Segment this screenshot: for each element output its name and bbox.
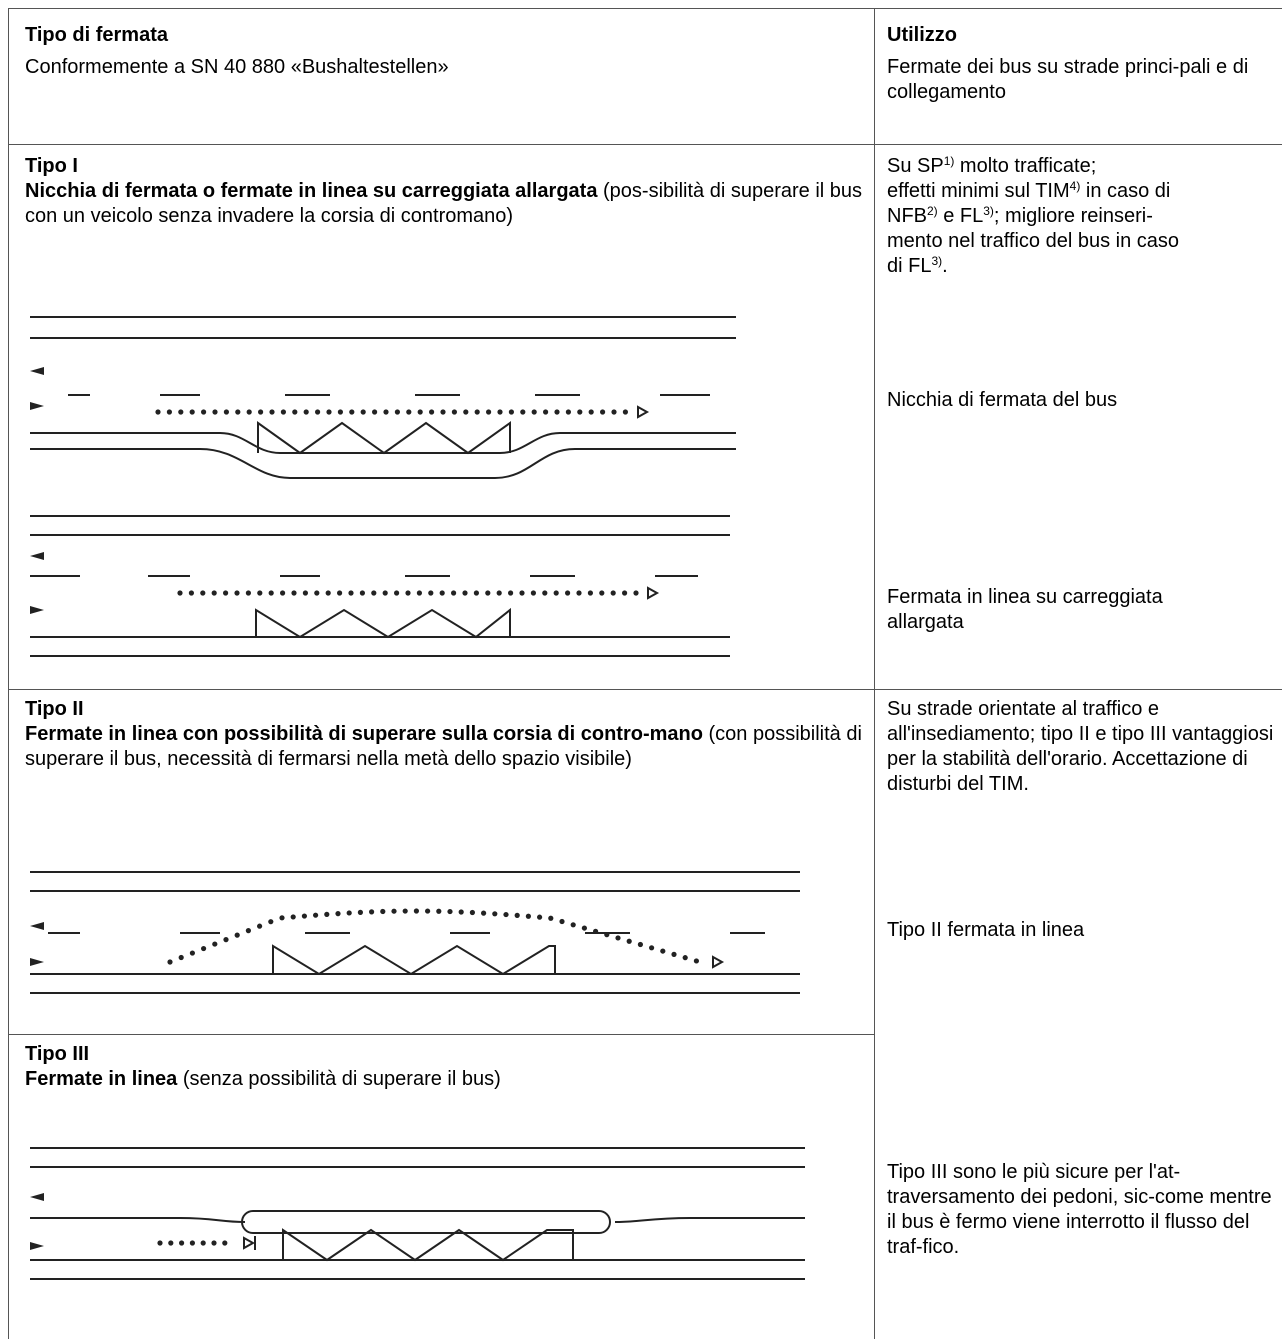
bus-path-dot <box>246 928 251 933</box>
bus-path-dot <box>383 409 388 414</box>
bus-path-dot <box>347 910 352 915</box>
bus-path-dot <box>235 933 240 938</box>
type3-rest: (senza possibilità di superare il bus) <box>177 1068 501 1090</box>
type2-title: Tipo II <box>25 698 84 720</box>
footnote-ref: 3) <box>931 254 943 268</box>
type1-rest: (pos-sibilità di superare il bus con un veicolo senza invadere la corsia di contromano) <box>25 180 863 227</box>
bus-path-dot <box>313 913 318 918</box>
bus-path-dots <box>155 409 628 414</box>
bus-path-dot <box>281 409 286 414</box>
bus-path-dot <box>326 590 331 595</box>
bus-path-dot <box>200 590 205 595</box>
bus-path-dot <box>167 959 172 964</box>
header-left-sub: Conformemente a SN 40 880 «Bushaltestellen» <box>25 56 449 78</box>
bus-path-dot <box>520 409 525 414</box>
bus-path-dot <box>452 409 457 414</box>
bus-path-dots <box>157 1240 227 1245</box>
diagram-bus-bay <box>30 313 740 498</box>
bus-path-dot <box>189 590 194 595</box>
bus-path-dot <box>519 590 524 595</box>
bus-path-dot <box>622 590 627 595</box>
bus-path-dot <box>615 935 620 940</box>
bus-path-dot <box>565 590 570 595</box>
bus-path-dot <box>223 590 228 595</box>
table-row-line-3 <box>8 1034 874 1035</box>
table-row-line-1 <box>8 144 1282 145</box>
bus-path-dots <box>167 908 699 964</box>
bus-path-dot <box>462 590 467 595</box>
bus-path-dot <box>440 590 445 595</box>
bus-path-dot <box>406 409 411 414</box>
bus-stop-table <box>8 8 1282 1339</box>
type1-use-text: mento nel traffico del bus in caso <box>887 230 1180 252</box>
bus-path-dot <box>425 908 430 913</box>
bus-path-dot <box>177 590 182 595</box>
bus-path-dot <box>201 409 206 414</box>
bus-path-dot <box>588 590 593 595</box>
bus-path-dot <box>683 955 688 960</box>
bus-path-dot <box>537 915 542 920</box>
bus-path-dot <box>509 409 514 414</box>
bus-path-dot <box>611 590 616 595</box>
type2-description <box>25 697 865 772</box>
bus-path-dot <box>554 590 559 595</box>
type2-bold: Fermate in linea con possibilità di superare sulla corsia di contro-mano <box>25 723 703 745</box>
bus-path-dot <box>349 409 354 414</box>
bus-path-dot <box>246 590 251 595</box>
bus-path-dot <box>212 590 217 595</box>
bus-path-dot <box>257 590 262 595</box>
bus-path-dot <box>611 409 616 414</box>
bus-path-dot <box>224 409 229 414</box>
bus-path-dot <box>201 946 206 951</box>
bus-path-dot <box>566 409 571 414</box>
bus-path-dot <box>234 590 239 595</box>
table-border-left <box>8 8 9 1339</box>
bus-path-dot <box>212 409 217 414</box>
bus-path-dot <box>269 590 274 595</box>
bus-path-dot <box>179 1240 184 1245</box>
bus-path-dots <box>177 590 638 595</box>
table-border-top <box>8 8 1282 9</box>
bus-path-dot <box>304 409 309 414</box>
bus-path-dot <box>623 409 628 414</box>
bus-path-dot <box>485 590 490 595</box>
bus-path-dot <box>348 590 353 595</box>
bus-path-dot <box>671 952 676 957</box>
bus-path-dot <box>414 908 419 913</box>
type2-rest: (con possibilità di superare il bus, necessità di fermarsi nella metà dello spazio visibile) <box>25 723 862 770</box>
bus-path-dot <box>429 409 434 414</box>
bus-path-dot <box>492 911 497 916</box>
bus-path-dot <box>395 409 400 414</box>
type3-use: Tipo III sono le più sicure per l'at-traversamento dei pedoni, sic-come mentre il bus è fermo viene interrotto il flusso del traf-fico. <box>887 1161 1272 1258</box>
type1-use-text: effetti minimi sul TIM <box>887 180 1070 202</box>
bus-path-dot <box>589 409 594 414</box>
bus-path-dot <box>543 409 548 414</box>
bus-path-dot <box>417 590 422 595</box>
footnote-ref: 4) <box>1069 179 1081 193</box>
bus-path-dot <box>303 590 308 595</box>
bus-path-dot <box>391 909 396 914</box>
bus-path-dot <box>548 916 553 921</box>
bus-path-dot <box>447 909 452 914</box>
type3-bold: Fermate in linea <box>25 1068 178 1090</box>
bus-path-dot <box>497 409 502 414</box>
bus-path-dot <box>291 590 296 595</box>
bus-path-dot <box>369 909 374 914</box>
table-divider-vertical <box>874 8 875 1339</box>
bus-path-dot <box>571 922 576 927</box>
footnote-ref: 1) <box>943 154 955 168</box>
bus-path-dot <box>157 1240 162 1245</box>
header-left-title: Tipo di fermata <box>25 24 168 46</box>
bus-path-dot <box>235 409 240 414</box>
bus-path-dot <box>503 912 508 917</box>
bus-path-dot <box>526 914 531 919</box>
bus-path-dot <box>649 945 654 950</box>
bus-path-dot <box>633 590 638 595</box>
type1-caption-inline: Fermata in linea su carreggiata allargata <box>887 586 1163 633</box>
table-row-line-2 <box>8 689 1282 690</box>
bus-path-dot <box>268 919 273 924</box>
diagram-type3-inline-stop <box>30 1142 810 1282</box>
bus-path-dot <box>178 409 183 414</box>
bus-path-dot <box>474 590 479 595</box>
type1-use-text: in caso di <box>1080 180 1171 202</box>
header-right-sub: Fermate dei bus su strade princi-pali e di collegamento <box>887 56 1249 103</box>
bus-path-dot <box>279 915 284 920</box>
header-right-cell <box>887 23 1277 105</box>
bus-path-dot <box>358 910 363 915</box>
bus-path-dot <box>403 908 408 913</box>
bus-path-dot <box>576 590 581 595</box>
type1-use-text: NFB <box>887 205 927 227</box>
bus-path-dot <box>338 409 343 414</box>
type1-use-text: molto trafficate; <box>954 155 1097 177</box>
bus-path-dot <box>604 932 609 937</box>
bus-path-dot <box>542 590 547 595</box>
bus-path-dot <box>436 909 441 914</box>
bus-path-dot <box>470 910 475 915</box>
type1-caption-bay: Nicchia di fermata del bus <box>887 389 1118 411</box>
bus-path-dot <box>515 913 520 918</box>
type2-use: Su strade orientate al traffico e all'insediamento; tipo II e tipo III vantaggiosi per la stabilità dell'orario. Accettazione di disturbi del TIM. <box>887 698 1274 795</box>
bus-path-dot <box>258 409 263 414</box>
bus-path-dot <box>291 914 296 919</box>
bus-path-dot <box>459 909 464 914</box>
header-right-title: Utilizzo <box>887 24 957 46</box>
type2-caption: Tipo II fermata in linea <box>887 919 1085 941</box>
bus-path-dot <box>694 958 699 963</box>
bus-path-dot <box>155 409 160 414</box>
bus-path-dot <box>292 409 297 414</box>
bus-path-dot <box>335 911 340 916</box>
bus-path-dot <box>372 409 377 414</box>
footnote-ref: 2) <box>927 204 938 218</box>
type1-use-text: ; migliore reinseri- <box>993 205 1153 227</box>
bus-path-dot <box>475 409 480 414</box>
bus-path-dot <box>593 929 598 934</box>
type1-use-text: di FL <box>887 255 932 277</box>
type1-bold: Nicchia di fermata o fermate in linea su carreggiata allargata <box>25 180 598 202</box>
bus-path-dot <box>190 950 195 955</box>
type1-use <box>887 154 1279 279</box>
bus-path-dot <box>223 937 228 942</box>
type3-description <box>25 1042 865 1092</box>
bus-path-dot <box>269 409 274 414</box>
bus-path-dot <box>280 590 285 595</box>
bus-path-dot <box>451 590 456 595</box>
bus-path-dot <box>302 913 307 918</box>
type3-title: Tipo III <box>25 1043 90 1065</box>
bus-path-dot <box>394 590 399 595</box>
type1-title: Tipo I <box>25 155 78 177</box>
bus-path-dot <box>211 1240 216 1245</box>
bus-path-dot <box>315 409 320 414</box>
bus-path-dot <box>179 955 184 960</box>
bus-path-dot <box>314 590 319 595</box>
bus-path-dot <box>371 590 376 595</box>
diagram-type2-inline-stop <box>30 866 805 1001</box>
bus-path-dot <box>532 409 537 414</box>
bus-path-dot <box>337 590 342 595</box>
diagram-widened-lane <box>30 508 736 663</box>
bus-path-dot <box>627 939 632 944</box>
bus-path-dot <box>212 941 217 946</box>
bus-path-dot <box>497 590 502 595</box>
bus-path-dot <box>168 1240 173 1245</box>
bus-path-dot <box>577 409 582 414</box>
type1-use-text: . <box>942 255 948 277</box>
bus-path-dot <box>660 948 665 953</box>
bus-path-dot <box>190 409 195 414</box>
bus-path-dot <box>360 590 365 595</box>
bus-path-dot <box>190 1240 195 1245</box>
bus-path-dot <box>326 409 331 414</box>
bus-path-dot <box>508 590 513 595</box>
bus-path-dot <box>222 1240 227 1245</box>
bus-path-dot <box>638 942 643 947</box>
bus-path-dot <box>405 590 410 595</box>
bus-path-dot <box>554 409 559 414</box>
bus-path-dot <box>599 590 604 595</box>
header-left-cell <box>25 23 865 80</box>
bus-path-dot <box>361 409 366 414</box>
bus-path-dot <box>383 590 388 595</box>
bus-path-dot <box>440 409 445 414</box>
bus-path-dot <box>167 409 172 414</box>
bus-path-dot <box>418 409 423 414</box>
footnote-ref: 3) <box>983 204 994 218</box>
bus-path-dot <box>531 590 536 595</box>
type1-use-text: e FL <box>937 205 984 227</box>
bus-path-dot <box>201 1240 206 1245</box>
bus-path-dot <box>481 911 486 916</box>
bus-path-dot <box>582 925 587 930</box>
bus-path-dot <box>559 919 564 924</box>
bus-path-dot <box>380 909 385 914</box>
bus-path-dot <box>463 409 468 414</box>
bus-path-dot <box>247 409 252 414</box>
type1-use-text: Su SP <box>887 155 944 177</box>
type1-description <box>25 154 865 229</box>
bus-path-dot <box>428 590 433 595</box>
bus-path-dot <box>324 912 329 917</box>
bus-path-dot <box>257 924 262 929</box>
bus-path-dot <box>600 409 605 414</box>
bus-path-dot <box>486 409 491 414</box>
